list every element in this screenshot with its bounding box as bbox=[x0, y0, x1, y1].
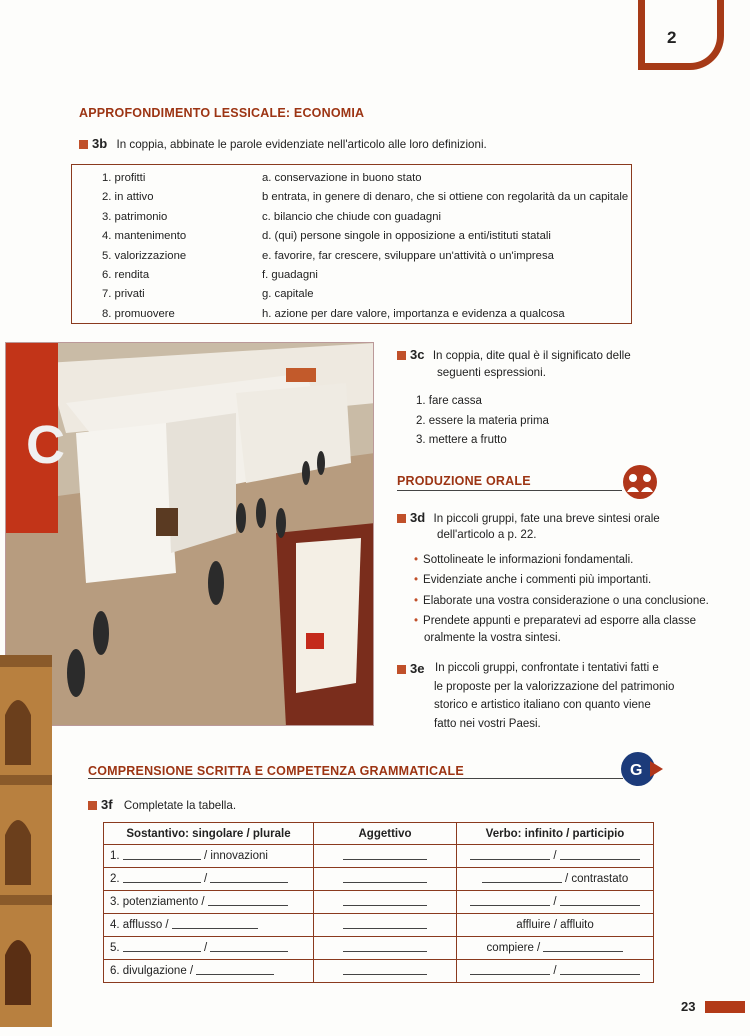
oral-section-rule bbox=[397, 490, 622, 491]
table-row bbox=[104, 891, 654, 914]
exercise-3c-header bbox=[397, 347, 631, 362]
definition-item: h. azione per dare valore, importanza e evidenza a qualcosa bbox=[262, 307, 565, 320]
noun-cell[interactable]: 3. potenziamento / bbox=[104, 891, 314, 914]
page-number-bar bbox=[705, 1001, 745, 1013]
vocab-section-title: APPROFONDIMENTO LESSICALE: ECONOMIA bbox=[79, 106, 365, 120]
noun-cell[interactable]: 1. / innovazioni bbox=[104, 845, 314, 868]
exercise-3e-line: fatto nei vostri Paesi. bbox=[434, 717, 541, 730]
exercise-3b-header bbox=[79, 136, 487, 151]
exercise-3b-label: 3b bbox=[92, 136, 108, 151]
definition-item: b entrata, in genere di denaro, che si ottiene con regolarità da un capitale bbox=[262, 191, 629, 204]
table-header: Aggettivo bbox=[314, 823, 457, 845]
word-item: 5. valorizzazione bbox=[102, 249, 187, 262]
expression-item: 1. fare cassa bbox=[416, 395, 482, 407]
verb-cell[interactable]: compiere / bbox=[457, 937, 654, 960]
table-row bbox=[104, 868, 654, 891]
noun-cell[interactable]: 5. / bbox=[104, 937, 314, 960]
bullet-item: • Evidenziate anche i commenti più importanti. bbox=[414, 574, 652, 587]
art-fair-photo bbox=[5, 342, 374, 726]
exercise-marker-icon bbox=[79, 140, 88, 149]
exercise-marker-icon bbox=[88, 801, 97, 810]
table-row bbox=[104, 937, 654, 960]
exercise-3b-instruction: In coppia, abbinate le parole evidenziate nell'articolo alle loro definizioni. bbox=[116, 138, 487, 151]
sign-letter: C bbox=[26, 415, 65, 475]
exercise-marker-icon bbox=[397, 665, 406, 674]
table-header: Verbo: infinito / participio bbox=[457, 823, 654, 845]
adjective-cell[interactable] bbox=[314, 891, 457, 914]
chapter-tab bbox=[638, 0, 724, 70]
verb-cell[interactable]: / bbox=[457, 891, 654, 914]
exercise-marker-icon bbox=[397, 351, 406, 360]
grammar-badge-letter: G bbox=[630, 762, 643, 779]
page-number: 23 bbox=[681, 999, 696, 1014]
colosseum-image bbox=[0, 655, 52, 1027]
table-row bbox=[104, 914, 654, 937]
definition-item: f. guadagni bbox=[262, 269, 318, 281]
bullet-item-continuation: oralmente la vostra sintesi. bbox=[424, 632, 561, 644]
group-people-icon bbox=[620, 464, 660, 500]
exercise-3e-line: storico e artistico italiano con quanto viene bbox=[434, 699, 651, 711]
definition-item: c. bilancio che chiude con guadagni bbox=[262, 210, 441, 223]
adjective-cell[interactable] bbox=[314, 960, 457, 983]
word-item: 2. in attivo bbox=[102, 191, 154, 204]
definition-item: a. conservazione in buono stato bbox=[262, 172, 422, 184]
word-item: 8. promuovere bbox=[102, 307, 175, 320]
exercise-3e-line: In piccoli gruppi, confrontate i tentativi fatti e bbox=[435, 662, 659, 674]
word-item: 7. privati bbox=[102, 288, 145, 301]
exercise-3e-header bbox=[397, 661, 424, 676]
exercise-3e-label: 3e bbox=[410, 661, 425, 676]
exercise-3c-instruction-line1: In coppia, dite qual è il significato delle bbox=[432, 349, 631, 362]
bullet-item: • Elaborate una vostra considerazione o una conclusione. bbox=[414, 594, 709, 607]
word-item: 4. mantenimento bbox=[102, 230, 187, 243]
completion-table bbox=[103, 822, 654, 983]
chapter-number: 2 bbox=[667, 28, 677, 47]
exercise-3d-header bbox=[397, 510, 660, 525]
matching-box bbox=[71, 164, 632, 324]
definition-item: e. favorire, far crescere, sviluppare un'attività o un'impresa bbox=[262, 249, 554, 262]
bullet-item: • Sottolineate le informazioni fondamentali. bbox=[414, 554, 634, 566]
adjective-cell[interactable] bbox=[314, 868, 457, 891]
word-item: 3. patrimonio bbox=[102, 210, 168, 223]
exercise-3c-instruction-line2: seguenti espressioni. bbox=[437, 366, 546, 379]
adjective-cell[interactable] bbox=[314, 914, 457, 937]
exercise-3f-instruction: Completate la tabella. bbox=[123, 799, 237, 812]
table-row bbox=[104, 960, 654, 983]
bullet-item: • Prendete appunti e preparatevi ad esporre alla classe bbox=[414, 615, 697, 627]
table-row bbox=[104, 845, 654, 868]
word-item: 6. rendita bbox=[102, 269, 150, 281]
adjective-cell[interactable] bbox=[314, 845, 457, 868]
exercise-3d-instruction-line2: dell'articolo a p. 22. bbox=[437, 528, 537, 541]
exercise-marker-icon bbox=[397, 514, 406, 523]
table-header: Sostantivo: singolare / plurale bbox=[104, 823, 314, 845]
verb-cell[interactable]: / contrastato bbox=[457, 868, 654, 891]
exercise-3d-label: 3d bbox=[410, 510, 426, 525]
exercise-3c-label: 3c bbox=[410, 347, 425, 362]
verb-cell: affluire / affluito bbox=[457, 914, 654, 937]
oral-section-title: PRODUZIONE ORALE bbox=[397, 474, 531, 488]
definition-item: d. (qui) persone singole in opposizione a enti/istituti statali bbox=[262, 230, 551, 243]
exercise-3f-label: 3f bbox=[101, 797, 113, 812]
definition-item: g. capitale bbox=[262, 288, 314, 301]
exercise-3d-instruction-line1: In piccoli gruppi, fate una breve sintesi orale bbox=[433, 512, 660, 525]
adjective-cell[interactable] bbox=[314, 937, 457, 960]
grammar-section-rule bbox=[88, 778, 623, 779]
expression-item: 2. essere la materia prima bbox=[416, 414, 549, 427]
grammar-badge-icon bbox=[620, 751, 664, 787]
noun-cell[interactable]: 4. afflusso / bbox=[104, 914, 314, 937]
verb-cell[interactable]: / bbox=[457, 845, 654, 868]
exercise-3e-line: le proposte per la valorizzazione del patrimonio bbox=[434, 680, 675, 693]
grammar-section-title: COMPRENSIONE SCRITTA E COMPETENZA GRAMMATICALE bbox=[88, 764, 464, 778]
exercise-3f-header bbox=[88, 797, 236, 812]
verb-cell[interactable]: / bbox=[457, 960, 654, 983]
expression-item: 3. mettere a frutto bbox=[416, 434, 507, 446]
noun-cell[interactable]: 2. / bbox=[104, 868, 314, 891]
word-item: 1. profitti bbox=[102, 172, 146, 184]
noun-cell[interactable]: 6. divulgazione / bbox=[104, 960, 314, 983]
